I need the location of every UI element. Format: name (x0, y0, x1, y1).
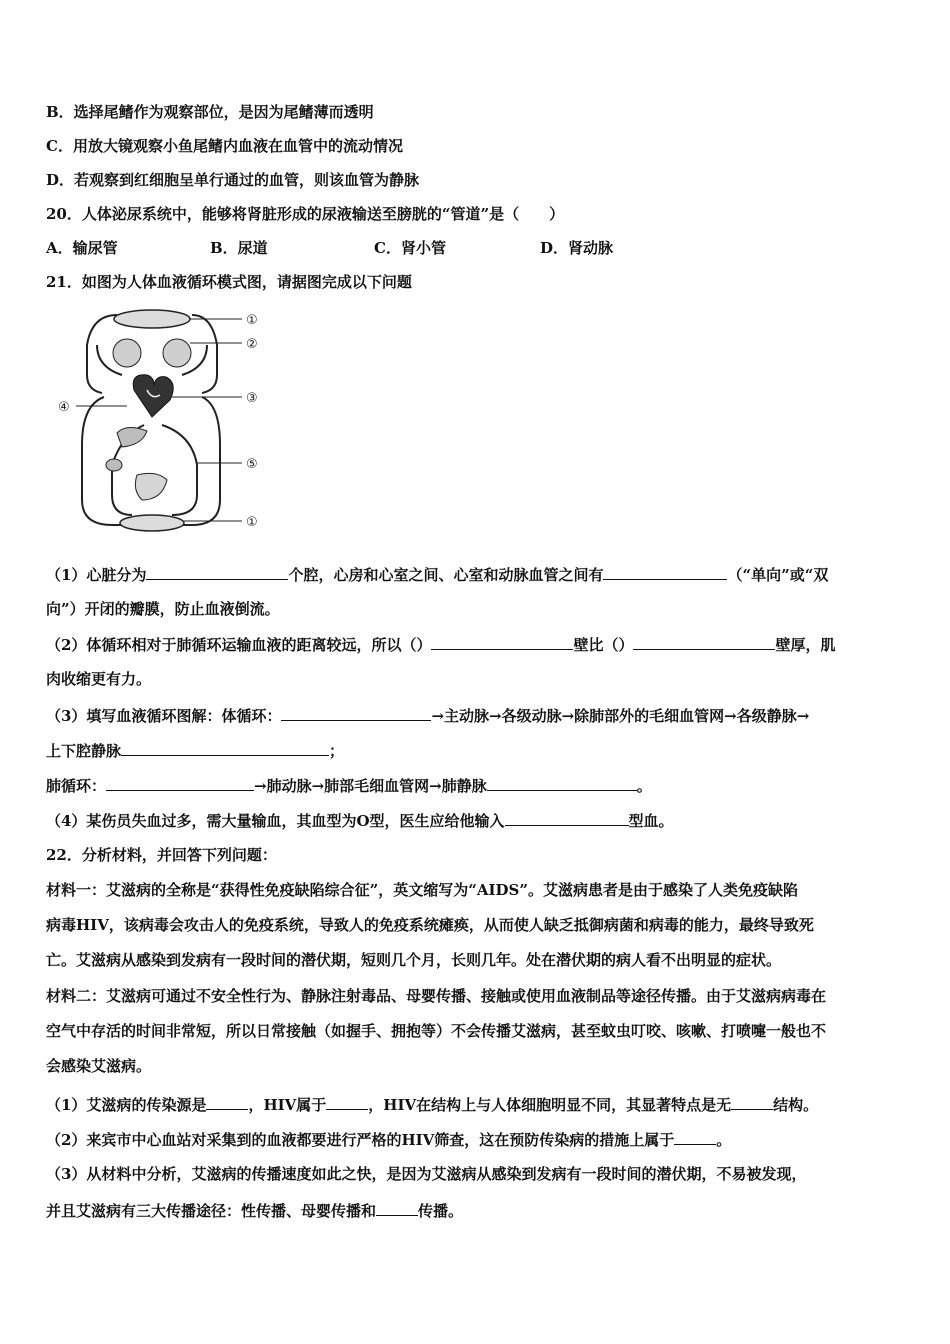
answer-blank-hiv-category[interactable] (326, 1094, 368, 1110)
q21-p1-text-a: （1）心脏分为 (46, 566, 147, 584)
lower-body-capillaries (120, 515, 184, 531)
answer-blank-systemic-end[interactable] (121, 740, 329, 756)
answer-blank-thicker-wall[interactable] (431, 634, 573, 650)
upper-body-capillaries (114, 310, 190, 328)
q20-option-a: A．输尿管 (46, 239, 118, 257)
spleen (106, 459, 122, 471)
q22-material2-line3: 会感染艾滋病。 (46, 1057, 152, 1075)
diagram-label-3: ③ (246, 391, 258, 406)
q19-option-c: C．用放大镜观察小鱼尾鳍内血液在血管中的流动情况 (46, 137, 403, 155)
q22-stem: 22．分析材料，并回答下列问题： (46, 846, 277, 864)
blood-circulation-diagram (52, 305, 282, 535)
diagram-label-5: ⑤ (246, 457, 258, 472)
q20-stem: 20．人体泌尿系统中，能够将肾脏形成的尿液输送至膀胱的“管道”是（ ） (46, 205, 565, 223)
diagram-label-2: ② (246, 337, 258, 352)
q20-options (46, 238, 613, 258)
q21-part2-line2: 肉收缩更有力。 (46, 670, 152, 688)
q22-material1-line3: 亡。艾滋病从感染到发病有一段时间的潜伏期，短则几个月，长则几年。处在潜伏期的病人看不出明显的症状。 (46, 951, 782, 969)
q21-p3-text-g: 。 (636, 777, 652, 795)
q21-part3-line1 (46, 705, 809, 726)
q22-part3-line2 (46, 1200, 463, 1221)
q21-part3-line2 (46, 740, 344, 761)
liver (117, 427, 147, 447)
right-lung (163, 339, 191, 367)
q21-p3-text-d: ； (329, 742, 345, 760)
diagram-label-1-top: ① (246, 313, 258, 328)
q22-material2-line1: 材料二：艾滋病可通过不安全性行为、静脉注射毒品、母婴传播、接触或使用血液制品等途径传播。由于艾滋病病毒在 (46, 987, 827, 1005)
answer-blank-transmission-route[interactable] (376, 1200, 418, 1216)
q22-p2-text-a: （2）来宾市中心血站对采集到的血液都要进行严格的HIV筛查，这在预防传染病的措施上属于 (46, 1131, 675, 1149)
q21-part2-line1 (46, 634, 835, 655)
q21-p2-text-c: 壁厚，肌 (775, 636, 836, 654)
answer-blank-pulmonary-end[interactable] (487, 775, 637, 791)
q21-p3-text-e: 肺循环： (46, 777, 107, 795)
answer-blank-systemic-start[interactable] (281, 705, 431, 721)
q21-part1-line2: 向”）开闭的瓣膜，防止血液倒流。 (46, 600, 280, 618)
q19-option-d: D．若观察到红细胞呈单行通过的血管，则该血管为静脉 (46, 171, 420, 189)
answer-blank-chamber-count[interactable] (146, 564, 288, 580)
answer-blank-thinner-wall[interactable] (633, 634, 775, 650)
diagram-label-4: ④ (58, 400, 70, 415)
answer-blank-hiv-structure[interactable] (731, 1094, 773, 1110)
q22-material2-line2: 空气中存活的时间非常短，所以日常接触（如握手、拥抱等）不会传播艾滋病，甚至蚊虫叮咬、咳嗽、打喷嚏一般也不 (46, 1022, 827, 1040)
q22-p1-text-d: 结构。 (773, 1096, 819, 1114)
q22-p3-text-b: 并且艾滋病有三大传播途径：性传播、母婴传播和 (46, 1202, 377, 1220)
intestine (135, 473, 167, 500)
q22-material1-line1: 材料一：艾滋病的全称是“获得性免疫缺陷综合征”，英文缩写为“AIDS”。艾滋病患者是由于感染了人类免疫缺陷 (46, 881, 799, 899)
q20-option-b: B．尿道 (210, 239, 268, 257)
left-lung (113, 339, 141, 367)
answer-blank-pulmonary-start[interactable] (106, 775, 254, 791)
q21-p2-text-b: 壁比（） (573, 636, 634, 654)
q21-p4-text-b: 型血。 (628, 812, 674, 830)
answer-blank-prevention-measure[interactable] (674, 1129, 716, 1145)
q21-part4 (46, 810, 674, 831)
q21-p1-text-c: （“单向”或“双 (727, 566, 829, 584)
q20-option-d: D．肾动脉 (540, 239, 614, 257)
q21-p3-text-b: →主动脉→各级动脉→除肺部外的毛细血管网→各级静脉→ (431, 707, 810, 725)
q22-part1 (46, 1094, 818, 1115)
answer-blank-blood-type[interactable] (505, 810, 629, 826)
q21-p3-text-a: （3）填写血液循环图解：体循环： (46, 707, 282, 725)
q22-p3-text-c: 传播。 (418, 1202, 464, 1220)
q22-p1-text-b: ，HIV属于 (248, 1096, 327, 1114)
q22-part2 (46, 1129, 731, 1150)
q21-p2-text-a: （2）体循环相对于肺循环运输血液的距离较远，所以（） (46, 636, 432, 654)
q20-option-c: C．肾小管 (374, 239, 446, 257)
q22-p1-text-c: ，HIV在结构上与人体细胞明显不同，其显著特点是无 (368, 1096, 732, 1114)
answer-blank-infection-source[interactable] (206, 1094, 248, 1110)
q21-p3-text-c: 上下腔静脉 (46, 742, 122, 760)
q22-p1-text-a: （1）艾滋病的传染源是 (46, 1096, 207, 1114)
q21-part1-line1 (46, 564, 828, 585)
diagram-label-1-bottom: ① (246, 515, 258, 530)
answer-blank-valve-direction[interactable] (603, 564, 727, 580)
q22-part3-line1: （3）从材料中分析，艾滋病的传播速度如此之快，是因为艾滋病从感染到发病有一段时间的潜伏期，不易被发现， (46, 1165, 807, 1183)
q21-p4-text-a: （4）某伤员失血过多，需大量输血，其血型为O型，医生应给他输入 (46, 812, 505, 830)
q21-p1-text-b: 个腔，心房和心室之间、心室和动脉血管之间有 (288, 566, 604, 584)
q22-p2-text-b: 。 (716, 1131, 732, 1149)
q22-material1-line2: 病毒HIV，该病毒会攻击人的免疫系统，导致人的免疫系统瘫痪，从而使人缺乏抵御病菌和病毒的能力，最终导致死 (46, 916, 814, 934)
q21-stem: 21．如图为人体血液循环模式图，请据图完成以下问题 (46, 273, 412, 291)
q21-p3-text-f: →肺动脉→肺部毛细血管网→肺静脉 (254, 777, 487, 795)
q19-option-b: B．选择尾鳍作为观察部位，是因为尾鳍薄而透明 (46, 103, 374, 121)
q21-part3-line3 (46, 775, 652, 796)
